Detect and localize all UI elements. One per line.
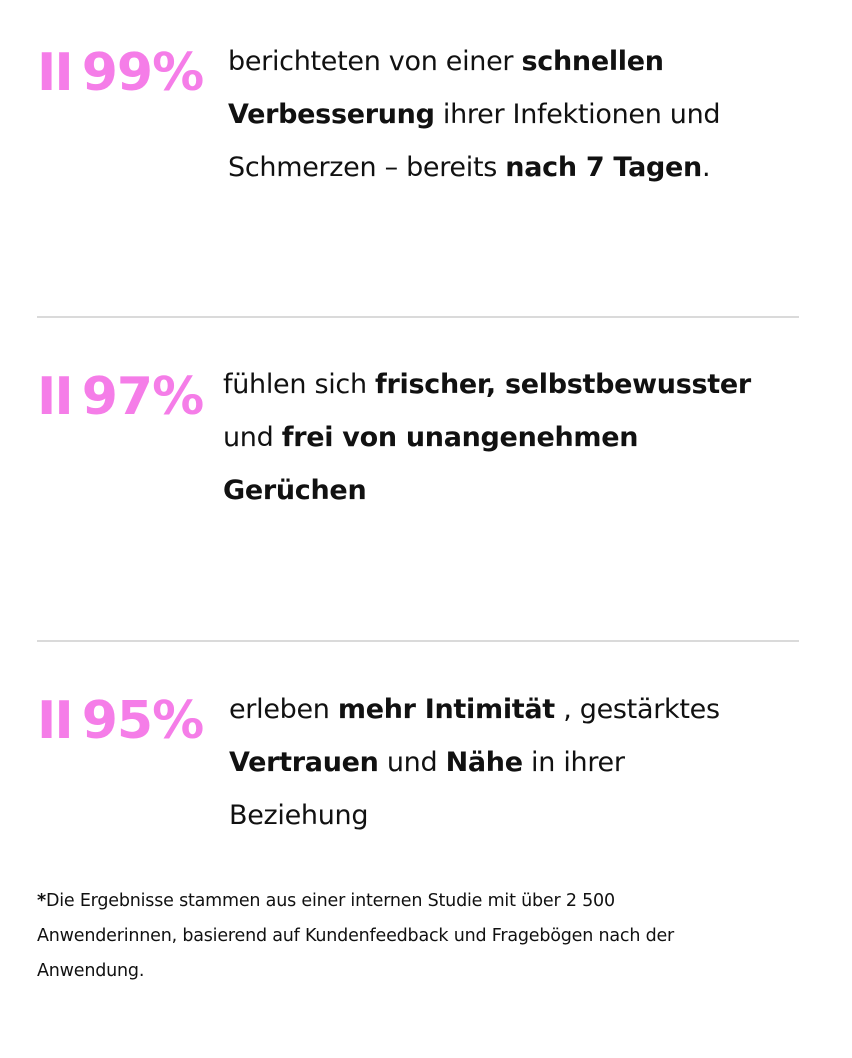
footnote-line: *Die Ergebnisse stammen aus einer internen Studie mit über 2 500 bbox=[37, 891, 615, 911]
footnote bbox=[37, 884, 797, 989]
percent-value: 99% bbox=[81, 43, 204, 103]
stat-percent-3 bbox=[37, 691, 204, 751]
percent-value: 97% bbox=[81, 367, 204, 427]
description-line: berichteten von einer schnellen bbox=[228, 46, 664, 77]
divider bbox=[37, 640, 799, 642]
footnote-line: Anwenderinnen, basierend auf Kundenfeedback und Fragebögen nach der bbox=[37, 926, 675, 946]
asterisk: * bbox=[37, 891, 46, 911]
bars-icon: II bbox=[37, 43, 72, 103]
stat-description-1 bbox=[228, 35, 720, 194]
description-line: Gerüchen bbox=[223, 475, 367, 506]
stat-percent-1 bbox=[37, 43, 204, 103]
description-line: und frei von unangenehmen bbox=[223, 422, 639, 453]
bars-icon: II bbox=[37, 367, 72, 427]
stat-description-2 bbox=[223, 358, 751, 517]
description-line: Verbesserung ihrer Infektionen und bbox=[228, 99, 721, 130]
description-line: fühlen sich frischer, selbstbewusster bbox=[223, 369, 751, 400]
description-line: Vertrauen und Nähe in ihrer bbox=[229, 747, 625, 778]
description-line: Beziehung bbox=[229, 800, 369, 831]
description-line: erleben mehr Intimität , gestärktes bbox=[229, 694, 720, 725]
bars-icon: II bbox=[37, 691, 72, 751]
stat-percent-2 bbox=[37, 367, 204, 427]
divider bbox=[37, 316, 799, 318]
footnote-line: Anwendung. bbox=[37, 961, 145, 981]
stat-description-3 bbox=[229, 683, 720, 842]
percent-value: 95% bbox=[81, 691, 204, 751]
description-line: Schmerzen – bereits nach 7 Tagen. bbox=[228, 152, 711, 183]
